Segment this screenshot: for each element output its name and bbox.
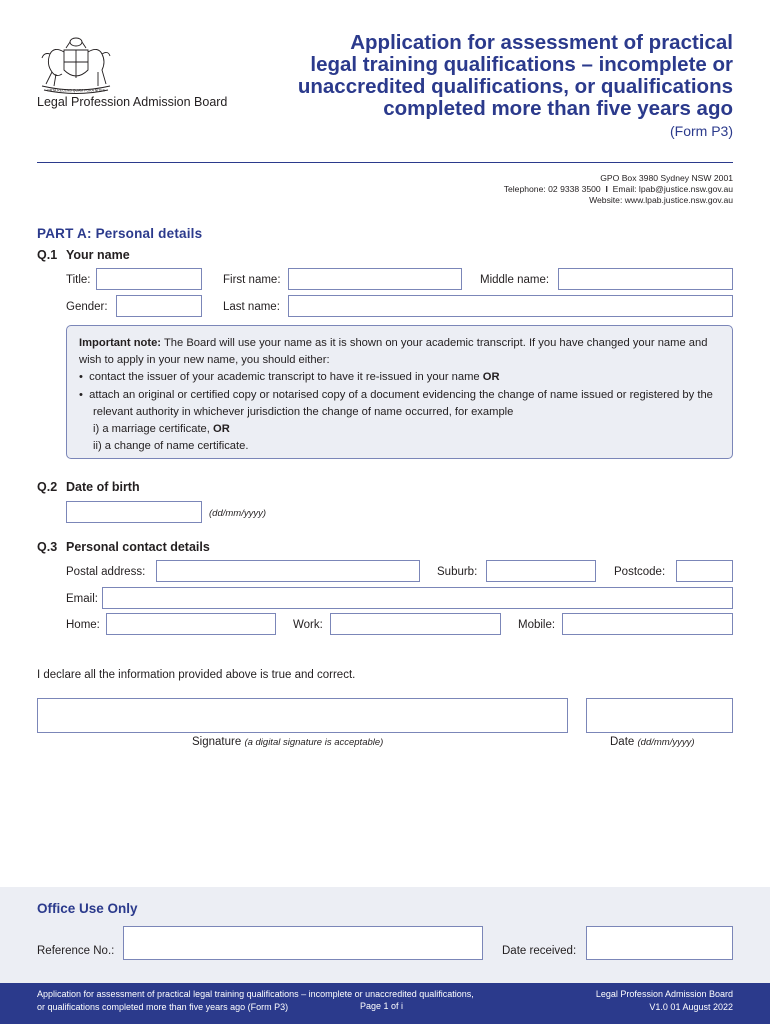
note-bullet-2-text: attach an original or certified copy or notarised copy of a document evidencing the change of name issued or registered by the relevant authority in whichever jurisdiction the change of name occurred, for example (89, 388, 713, 418)
date-of-birth-field[interactable] (66, 501, 202, 523)
page-number: Page 1 of i (360, 1001, 404, 1011)
date-of-birth-hint: (dd/mm/yyyy) (209, 508, 266, 519)
postal-address-field[interactable] (156, 560, 420, 582)
title-line: unaccredited qualifications, or qualifications (297, 75, 733, 98)
middle-name-label: Middle name: (480, 274, 550, 286)
contact-email[interactable]: Email: lpab@justice.nsw.gov.au (612, 184, 733, 194)
note-sub-1-or: OR (213, 423, 230, 436)
gender-label: Gender: (66, 301, 108, 313)
footer-line-2: or qualifications completed more than five years ago (Form P3) (37, 1001, 289, 1012)
contact-phone: Telephone: 02 9338 3500 (503, 184, 601, 194)
reference-label: Reference No.: (37, 945, 115, 957)
note-bullet-2: • attach an original or certified copy or notarised copy of a document evidencing the change of name issued or registered by the relevant authority in whichever jurisdiction the change of name occurred, for example (79, 388, 713, 418)
suburb-field[interactable] (486, 560, 596, 582)
note-sub-1 (79, 421, 720, 438)
home-phone-field[interactable] (106, 613, 276, 635)
note-intro-text: The Board will use your name as it is shown on your academic transcript. If you have changed your name and wish to apply in your new name, you should either: (79, 337, 708, 367)
title-field[interactable] (96, 268, 202, 290)
note-bullet-1-text: contact the issuer of your academic transcript to have it re-issued in your name (89, 371, 483, 384)
email-field[interactable] (102, 587, 733, 609)
date-hint: (dd/mm/yyyy) (637, 737, 695, 748)
title-line: Application for assessment of practical (350, 31, 733, 54)
reference-field[interactable] (123, 926, 483, 960)
signature-field[interactable] (37, 698, 568, 733)
date-received-label: Date received: (502, 945, 577, 957)
note-intro (79, 335, 720, 369)
signature-date-field[interactable] (586, 698, 733, 733)
q2-number: Q.2 (37, 480, 58, 494)
signature-label: Signature (192, 736, 242, 748)
postcode-label: Postcode: (614, 566, 666, 578)
important-note (66, 325, 733, 459)
date-label: Date (610, 736, 635, 748)
q3-heading (37, 540, 210, 554)
page-footer (0, 983, 770, 1024)
contact-separator: I (605, 184, 608, 194)
title-line: legal training qualifications – incomplete or (310, 53, 733, 76)
note-sub-1-text: i) a marriage certificate, (93, 423, 213, 436)
signature-caption (192, 736, 383, 748)
postal-address: GPO Box 3980 Sydney NSW 2001 (600, 173, 733, 183)
mobile-phone-label: Mobile: (518, 619, 556, 631)
contact-line (504, 184, 733, 194)
postal-address-label: Postal address: (66, 566, 146, 578)
coat-of-arms-icon (36, 34, 116, 96)
middle-name-field[interactable] (558, 268, 733, 290)
mobile-phone-field[interactable] (562, 613, 733, 635)
q2-title: Date of birth (66, 480, 140, 494)
footer-form-title (37, 988, 474, 1013)
postcode-field[interactable] (676, 560, 733, 582)
email-label: Email: (66, 593, 98, 605)
q2-heading (37, 480, 140, 494)
footer-org: Legal Profession Admission Board (595, 989, 733, 999)
title-label: Title: (66, 274, 91, 286)
note-bullet-1-or: OR (482, 371, 500, 384)
first-name-field[interactable] (288, 268, 462, 290)
header-divider (37, 162, 733, 163)
footer-right (596, 988, 733, 1013)
part-a-heading: PART A: Personal details (37, 226, 203, 241)
form-title (213, 32, 733, 120)
first-name-label: First name: (223, 274, 281, 286)
title-line: completed more than five years ago (383, 97, 733, 120)
date-received-field[interactable] (586, 926, 733, 960)
website[interactable]: Website: www.lpab.justice.nsw.gov.au (589, 195, 733, 205)
suburb-label: Suburb: (437, 566, 478, 578)
q3-number: Q.3 (37, 540, 58, 554)
footer-version: V1.0 01 August 2022 (649, 1001, 733, 1012)
home-phone-label: Home: (66, 619, 100, 631)
last-name-field[interactable] (288, 295, 733, 317)
office-use-title: Office Use Only (37, 901, 138, 916)
form-number: (Form P3) (670, 123, 733, 139)
note-lead: Important note: (79, 337, 162, 349)
svg-text:ORTA RECENS QUAM PURA NITES: ORTA RECENS QUAM PURA NITES (46, 88, 106, 93)
q1-heading (37, 248, 130, 262)
q1-number: Q.1 (37, 248, 58, 262)
date-caption (610, 736, 695, 748)
gender-field[interactable] (116, 295, 202, 317)
org-name: Legal Profession Admission Board (37, 95, 228, 109)
work-phone-field[interactable] (330, 613, 501, 635)
q1-title: Your name (66, 248, 130, 262)
note-sub-2: ii) a change of name certificate. (93, 440, 249, 453)
declaration-text: I declare all the information provided above is true and correct. (37, 669, 356, 681)
work-phone-label: Work: (293, 619, 323, 631)
footer-line-1: Application for assessment of practical legal training qualifications – incomplete or unaccredited qualifications, (37, 989, 474, 999)
last-name-label: Last name: (223, 301, 280, 313)
note-bullet-1: • contact the issuer of your academic transcript to have it re-issued in your name OR (79, 371, 500, 384)
q3-title: Personal contact details (66, 540, 210, 554)
signature-hint: (a digital signature is acceptable) (244, 737, 384, 748)
